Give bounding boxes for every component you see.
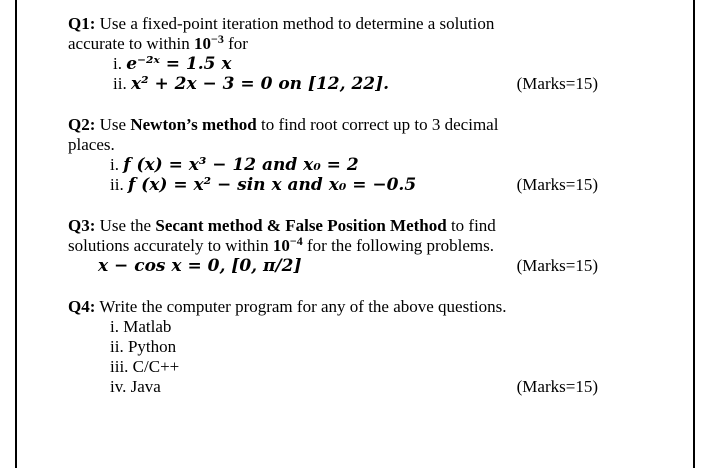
q1-tolerance-base: 10 [194, 34, 212, 53]
q3-tolerance-base: 10 [272, 236, 290, 255]
q2-item-2-expression: f (x) = x² − sin x and x₀ = −0.5 [127, 175, 417, 195]
q3-problem [68, 256, 608, 276]
q3-line-2 [68, 236, 608, 256]
q3-text-a: Use the [95, 216, 156, 235]
q2-item-1-number: i. [110, 155, 119, 174]
q2-item-2-number: ii. [110, 175, 124, 194]
q1-item-1 [68, 54, 608, 74]
q3-text-b: to find [446, 216, 496, 235]
q1-item-1-expression: e⁻²ˣ = 1.5 x [126, 54, 232, 74]
q3-problems-text: for the following problems. [302, 236, 494, 255]
q3-marks: (Marks=15) [516, 256, 598, 275]
q4-item-3: iii. C/C++ [110, 357, 180, 376]
q3-accuracy-text: solutions accurately to within [68, 236, 273, 255]
q2-label: Q2: [68, 115, 96, 134]
q3-line-1 [68, 216, 608, 236]
q1-item-2 [68, 74, 608, 94]
q2-method: Newton’s method [130, 115, 257, 134]
q4-item-4-text: iv. Java [110, 377, 161, 396]
q1-item-1-number: i. [113, 54, 122, 73]
q1-label: Q1: [68, 14, 96, 33]
q4-label: Q4: [68, 297, 96, 316]
q1-accuracy-text: accurate to within [68, 34, 195, 53]
q3-tolerance [273, 236, 303, 255]
q1-marks: (Marks=15) [516, 74, 598, 93]
q3-method: Secant method & False Position Method [155, 216, 447, 235]
q3-label: Q3: [68, 216, 96, 235]
q4-marks: (Marks=15) [516, 377, 598, 396]
q2-marks: (Marks=15) [516, 175, 598, 194]
q4-item-2: ii. Python [110, 337, 177, 356]
q4-text: Write the computer program for any of the above questions. [95, 297, 507, 316]
q4-item-4 [68, 377, 608, 397]
q1-item-2-number: ii. [113, 74, 127, 93]
q2-places-text: places. [68, 135, 115, 154]
q1-for-text: for [223, 34, 248, 53]
q4-line-1 [68, 297, 608, 317]
q1-tolerance-exponent: −3 [211, 32, 224, 46]
q2-line-1 [68, 115, 608, 135]
q1-line-2 [68, 34, 608, 54]
q2-line-2 [68, 135, 608, 155]
q2-item-1 [68, 155, 608, 175]
q1-line-1 [68, 14, 608, 34]
q2-item-1-expression: f (x) = x³ − 12 and x₀ = 2 [123, 155, 359, 175]
q2-item-2 [68, 175, 608, 195]
q3-tolerance-exponent: −4 [289, 234, 303, 248]
q1-tolerance [194, 34, 224, 53]
q1-text: Use a fixed-point iteration method to determine a solution [95, 14, 495, 33]
q1-item-2-expression: x² + 2x − 3 = 0 on [12, 22]. [130, 74, 390, 94]
q2-text-a: Use [95, 115, 131, 134]
q4-item-1: i. Matlab [110, 317, 172, 336]
q3-expression: x − cos x = 0, [0, π/2] [98, 256, 302, 276]
q2-text-b: to find root correct up to 3 decimal [256, 115, 499, 134]
question-sheet [68, 14, 608, 397]
